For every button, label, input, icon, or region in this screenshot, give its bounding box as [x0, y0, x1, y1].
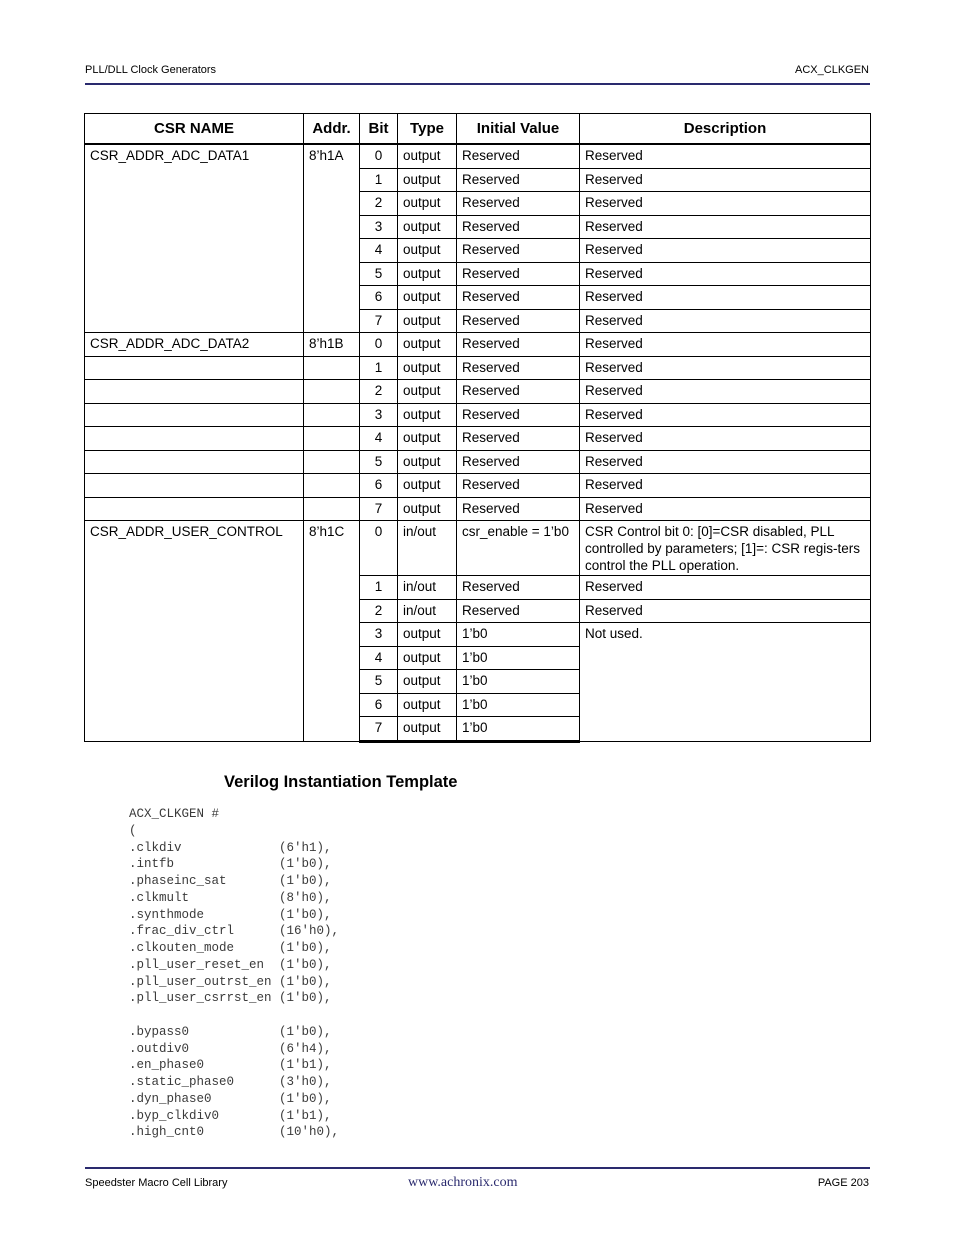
code-line: ACX_CLKGEN # [129, 807, 220, 821]
code-line: .bypass0 (1'b0), [129, 1024, 332, 1039]
bit-cell: 3 [360, 403, 398, 427]
code-line: .dyn_phase0 (1'b0), [129, 1091, 332, 1106]
col-header-type: Type [398, 114, 457, 145]
csr-name-cell: CSR_ADDR_ADC_DATA2 [85, 333, 304, 357]
addr-cell [304, 380, 360, 404]
initial-value-cell: Reserved [457, 333, 580, 357]
description-cell: Reserved [580, 192, 871, 216]
description-cell: Reserved [580, 474, 871, 498]
addr-cell [304, 427, 360, 451]
col-header-initial-value: Initial Value [457, 114, 580, 145]
col-header-bit: Bit [360, 114, 398, 145]
table-row [85, 521, 871, 576]
bit-cell: 5 [360, 262, 398, 286]
description-cell: Reserved [580, 286, 871, 310]
addr-cell: 8’h1C [304, 521, 360, 742]
bit-cell: 5 [360, 450, 398, 474]
bit-cell: 3 [360, 215, 398, 239]
code-line: .clkouten_mode (1'b0), [129, 941, 332, 955]
table-row [85, 333, 871, 357]
type-cell: output [398, 474, 457, 498]
initial-value-cell: Reserved [457, 450, 580, 474]
csr-table [84, 113, 871, 743]
footer-page-number: PAGE 203 [817, 1177, 869, 1189]
bit-cell: 6 [360, 474, 398, 498]
verilog-code-block [129, 806, 339, 1141]
table-row [85, 497, 871, 521]
description-cell: Reserved [580, 262, 871, 286]
csr-name-cell [85, 450, 304, 474]
col-header-description: Description [580, 114, 871, 145]
header-rule [85, 83, 870, 85]
initial-value-cell: Reserved [457, 215, 580, 239]
code-line: .synthmode (1'b0), [129, 907, 332, 922]
type-cell: in/out [398, 599, 457, 623]
code-line: .byp_clkdiv0 (1'b1), [129, 1108, 332, 1123]
type-cell: output [398, 239, 457, 263]
bit-cell: 4 [360, 427, 398, 451]
type-cell: output [398, 380, 457, 404]
code-line: .outdiv0 (6'h4), [129, 1041, 332, 1056]
description-cell: Reserved [580, 380, 871, 404]
bit-cell: 7 [360, 309, 398, 333]
code-line: .pll_user_reset_en (1'b0), [129, 957, 332, 972]
bit-cell: 7 [360, 717, 398, 742]
type-cell: output [398, 427, 457, 451]
code-line: .intfb (1'b0), [129, 857, 332, 872]
type-cell: output [398, 333, 457, 357]
description-cell: Reserved [580, 497, 871, 521]
description-cell: Reserved [580, 576, 871, 600]
type-cell: in/out [398, 521, 457, 576]
type-cell: output [398, 497, 457, 521]
col-header-addr: Addr. [304, 114, 360, 145]
footer-website-link[interactable]: www.achronix.com [408, 1175, 518, 1190]
initial-value-cell: Reserved [457, 309, 580, 333]
bit-cell: 4 [360, 646, 398, 670]
initial-value-cell: Reserved [457, 192, 580, 216]
type-cell: output [398, 717, 457, 742]
initial-value-cell: Reserved [457, 474, 580, 498]
addr-cell [304, 474, 360, 498]
code-line: .phaseinc_sat (1'b0), [129, 874, 332, 888]
bit-cell: 5 [360, 670, 398, 694]
code-line: .pll_user_outrst_en (1'b0), [129, 974, 332, 989]
bit-cell: 6 [360, 693, 398, 717]
initial-value-cell: Reserved [457, 356, 580, 380]
type-cell: output [398, 403, 457, 427]
csr-name-cell [85, 497, 304, 521]
code-line: .pll_user_csrrst_en (1'b0), [129, 991, 332, 1006]
description-cell: Not used. [580, 623, 871, 742]
description-cell: Reserved [580, 309, 871, 333]
bit-cell: 2 [360, 599, 398, 623]
csr-name-cell [85, 380, 304, 404]
description-cell: Reserved [580, 333, 871, 357]
csr-name-cell [85, 356, 304, 380]
code-line: .high_cnt0 (10'h0), [129, 1125, 340, 1140]
footer-book-title: Speedster Macro Cell Library [85, 1177, 228, 1189]
bit-cell: 6 [360, 286, 398, 310]
table-row [85, 403, 871, 427]
bit-cell: 4 [360, 239, 398, 263]
addr-cell: 8’h1B [304, 333, 360, 357]
initial-value-cell: Reserved [457, 427, 580, 451]
bit-cell: 0 [360, 333, 398, 357]
bit-cell: 1 [360, 356, 398, 380]
initial-value-cell: 1’b0 [457, 646, 580, 670]
col-header-csr-name: CSR NAME [85, 114, 304, 145]
initial-value-cell: 1’b0 [457, 717, 580, 742]
csr-name-cell: CSR_ADDR_ADC_DATA1 [85, 144, 304, 333]
header-section-title: PLL/DLL Clock Generators [85, 64, 217, 76]
csr-name-cell [85, 403, 304, 427]
initial-value-cell: Reserved [457, 380, 580, 404]
type-cell: output [398, 144, 457, 168]
initial-value-cell: 1’b0 [457, 670, 580, 694]
csr-name-cell [85, 427, 304, 451]
description-cell: Reserved [580, 403, 871, 427]
table-header-row [85, 114, 871, 145]
table-row [85, 450, 871, 474]
bit-cell: 2 [360, 380, 398, 404]
addr-cell [304, 403, 360, 427]
type-cell: output [398, 670, 457, 694]
description-cell: Reserved [580, 215, 871, 239]
bit-cell: 0 [360, 144, 398, 168]
table-row [85, 380, 871, 404]
initial-value-cell: Reserved [457, 403, 580, 427]
table-row [85, 144, 871, 168]
description-cell: Reserved [580, 168, 871, 192]
initial-value-cell: 1’b0 [457, 693, 580, 717]
type-cell: output [398, 168, 457, 192]
header-macro-name: ACX_CLKGEN [795, 64, 869, 76]
addr-cell [304, 356, 360, 380]
bit-cell: 7 [360, 497, 398, 521]
initial-value-cell: Reserved [457, 144, 580, 168]
bit-cell: 3 [360, 623, 398, 647]
addr-cell: 8’h1A [304, 144, 360, 333]
code-line: .static_phase0 (3'h0), [129, 1075, 332, 1089]
table-row [85, 474, 871, 498]
table-row [85, 427, 871, 451]
initial-value-cell: csr_enable = 1’b0 [457, 521, 580, 576]
initial-value-cell: 1’b0 [457, 623, 580, 647]
type-cell: output [398, 450, 457, 474]
description-cell: CSR Control bit 0: [0]=CSR disabled, PLL controlled by parameters; [1]=: CSR regis-ters control the PLL operation. [580, 521, 871, 576]
description-cell: Reserved [580, 427, 871, 451]
type-cell: output [398, 215, 457, 239]
section-title: Verilog Instantiation Template [224, 773, 458, 791]
description-cell: Reserved [580, 450, 871, 474]
type-cell: output [398, 286, 457, 310]
bit-cell: 2 [360, 192, 398, 216]
type-cell: output [398, 623, 457, 647]
code-line: .en_phase0 (1'b1), [129, 1058, 332, 1073]
csr-name-cell: CSR_ADDR_USER_CONTROL [85, 521, 304, 742]
description-cell: Reserved [580, 144, 871, 168]
code-line: .clkdiv (6'h1), [129, 840, 332, 855]
csr-name-cell [85, 474, 304, 498]
type-cell: in/out [398, 576, 457, 600]
initial-value-cell: Reserved [457, 239, 580, 263]
addr-cell [304, 497, 360, 521]
addr-cell [304, 450, 360, 474]
type-cell: output [398, 693, 457, 717]
initial-value-cell: Reserved [457, 576, 580, 600]
bit-cell: 1 [360, 576, 398, 600]
description-cell: Reserved [580, 239, 871, 263]
initial-value-cell: Reserved [457, 497, 580, 521]
bit-cell: 1 [360, 168, 398, 192]
code-line: .clkmult (8'h0), [129, 890, 332, 905]
type-cell: output [398, 262, 457, 286]
table-row [85, 356, 871, 380]
initial-value-cell: Reserved [457, 168, 580, 192]
code-line: ( [129, 823, 137, 838]
description-cell: Reserved [580, 356, 871, 380]
initial-value-cell: Reserved [457, 262, 580, 286]
description-cell: Reserved [580, 599, 871, 623]
code-line: .frac_div_ctrl (16'h0), [129, 924, 340, 939]
footer-rule [85, 1167, 870, 1169]
type-cell: output [398, 356, 457, 380]
initial-value-cell: Reserved [457, 599, 580, 623]
initial-value-cell: Reserved [457, 286, 580, 310]
type-cell: output [398, 646, 457, 670]
type-cell: output [398, 309, 457, 333]
type-cell: output [398, 192, 457, 216]
bit-cell: 0 [360, 521, 398, 576]
